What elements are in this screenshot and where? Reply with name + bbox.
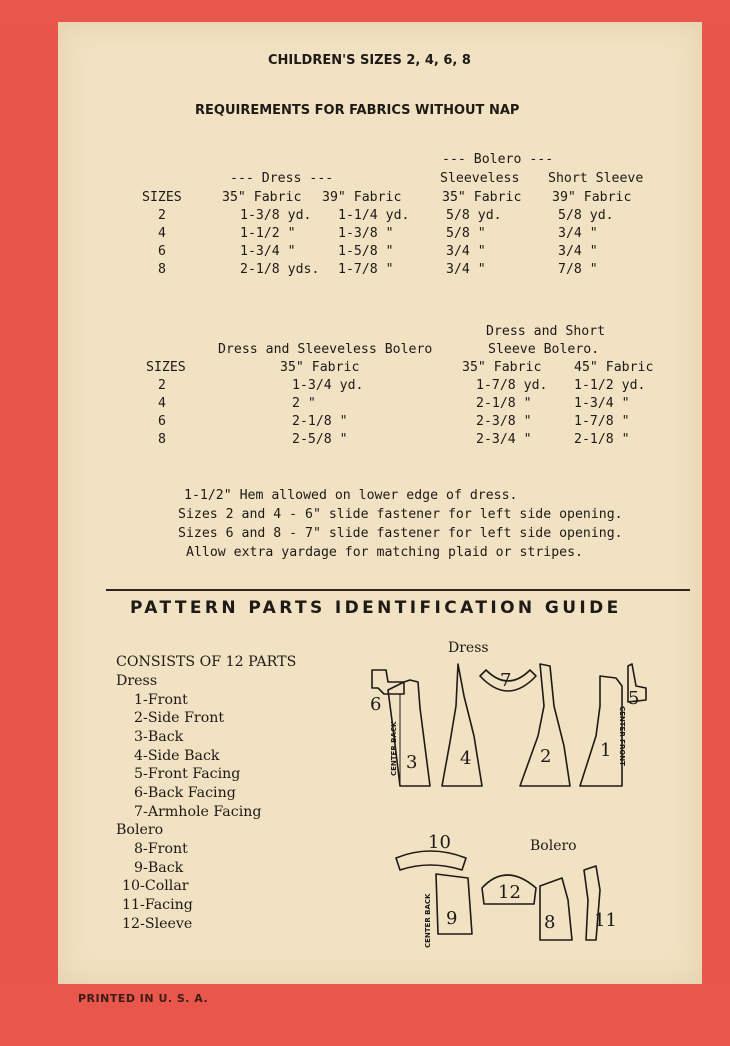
col-left-35: 35" Fabric [280,360,360,375]
note-line: 1-1/2" Hem allowed on lower edge of dress. [184,488,518,503]
header-dress: --- Dress --- [230,171,334,186]
table-cell: 2-3/4 " [476,432,532,447]
col-dress-39: 39" Fabric [322,190,402,205]
table-cell: 3/4 " [446,244,486,259]
col-right-35: 35" Fabric [462,360,542,375]
list-item: 2-Side Front [134,710,225,726]
col-right-45: 45" Fabric [574,360,654,375]
table-cell: 6 [158,244,166,259]
parts-heading: CONSISTS OF 12 PARTS [116,654,297,670]
list-item: 9-Back [134,860,184,876]
dress-diagram-label: Dress [448,640,489,656]
center-back-label-bolero: CENTER BACK [424,893,432,948]
table-cell: 2 [158,378,166,393]
part-number: 1 [600,740,612,761]
table-cell: 2-1/8 " [476,396,532,411]
table-cell: 1-1/2 yd. [574,378,646,393]
red-border-top [0,0,730,22]
table-cell: 1-3/8 " [338,226,394,241]
section-divider [106,589,690,591]
part-number: 9 [446,908,458,929]
printed-in-usa: PRINTED IN U. S. A. [78,992,209,1005]
center-back-label: CENTER BACK [390,721,398,776]
col-dress-35: 35" Fabric [222,190,302,205]
part-number: 10 [428,832,451,853]
table-cell: 3/4 " [446,262,486,277]
table-cell: 5/8 yd. [558,208,614,223]
header-sleeveless: Sleeveless [440,171,520,186]
parts-bolero-label: Bolero [116,822,164,838]
table-cell: 1-7/8 " [574,414,630,429]
table-cell: 2-5/8 " [292,432,348,447]
sizes-title: CHILDREN'S SIZES 2, 4, 6, 8 [268,53,471,68]
list-item: 6-Back Facing [134,785,236,801]
table-cell: 1-3/8 yd. [240,208,312,223]
table-cell: 5/8 " [446,226,486,241]
part-number: 6 [370,694,382,715]
list-item: 8-Front [134,841,188,857]
table-cell: 1-7/8 " [338,262,394,277]
col-sizes-2: SIZES [146,360,186,375]
part-number: 12 [498,882,521,903]
table-cell: 6 [158,414,166,429]
dress-diagram [360,636,670,796]
table-cell: 2-1/8 " [292,414,348,429]
list-item: 11-Facing [122,897,193,913]
table-cell: 8 [158,262,166,277]
part-number: 2 [540,746,552,767]
list-item: 4-Side Back [134,748,220,764]
header-dress-short-1: Dress and Short [486,324,606,339]
table-cell: 3/4 " [558,244,598,259]
header-dress-sleeveless: Dress and Sleeveless Bolero [218,342,433,357]
table-cell: 2-1/8 " [574,432,630,447]
table-cell: 1-5/8 " [338,244,394,259]
list-item: 5-Front Facing [134,766,241,782]
note-line: Sizes 6 and 8 - 7" slide fastener for left side opening. [178,526,623,541]
part-number: 5 [628,688,640,709]
requirements-title: REQUIREMENTS FOR FABRICS WITHOUT NAP [195,103,520,118]
col-sizes: SIZES [142,190,182,205]
bolero-diagram-label: Bolero [530,838,577,854]
list-item: 7-Armhole Facing [134,804,262,820]
header-bolero: --- Bolero --- [442,152,554,167]
list-item: 10-Collar [122,878,189,894]
col-bolero-39: 39" Fabric [552,190,632,205]
table-cell: 2 [158,208,166,223]
part-number: 3 [406,752,418,773]
guide-title: PATTERN PARTS IDENTIFICATION GUIDE [130,598,622,618]
col-bolero-35: 35" Fabric [442,190,522,205]
table-cell: 4 [158,226,166,241]
table-cell: 1-1/2 " [240,226,296,241]
table-cell: 3/4 " [558,226,598,241]
table-cell: 5/8 yd. [446,208,502,223]
table-cell: 1-1/4 yd. [338,208,410,223]
parts-dress-label: Dress [116,673,158,689]
list-item: 3-Back [134,729,184,745]
list-item: 12-Sleeve [122,916,193,932]
note-line: Sizes 2 and 4 - 6" slide fastener for left side opening. [178,507,623,522]
table-cell: 2 " [292,396,316,411]
part-number: 4 [460,748,472,769]
part-number: 7 [500,670,512,691]
table-cell: 1-3/4 " [240,244,296,259]
table-cell: 1-3/4 yd. [292,378,364,393]
table-cell: 2-1/8 yds. [240,262,320,277]
part-number: 11 [594,910,617,931]
part-number: 8 [544,912,556,933]
header-dress-short-2: Sleeve Bolero. [488,342,600,357]
table-cell: 1-7/8 yd. [476,378,548,393]
note-line: Allow extra yardage for matching plaid or stripes. [186,545,583,560]
table-cell: 4 [158,396,166,411]
table-cell: 8 [158,432,166,447]
table-cell: 1-3/4 " [574,396,630,411]
table-cell: 7/8 " [558,262,598,277]
list-item: 1-Front [134,692,188,708]
header-short-sleeve: Short Sleeve [548,171,644,186]
bolero-diagram [390,830,630,952]
center-front-label: CENTER FRONT [618,706,626,766]
table-cell: 2-3/8 " [476,414,532,429]
